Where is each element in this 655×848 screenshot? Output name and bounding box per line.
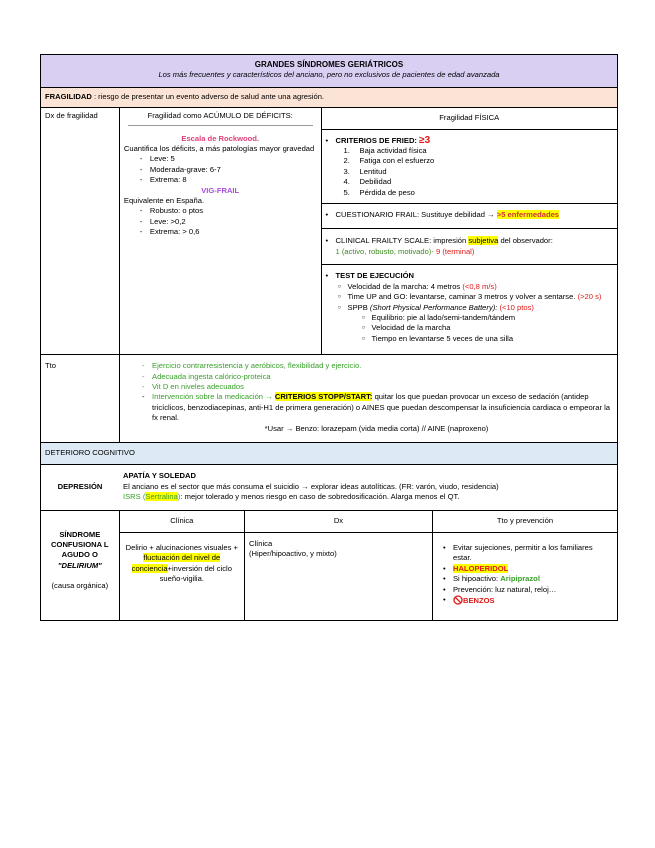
list-item: • Prevención: luz natural, reloj… [443, 585, 611, 595]
geriatric-syndromes-document [40, 54, 618, 621]
frail-highlight [497, 210, 559, 219]
dx-fragilidad-row [41, 107, 617, 354]
tto-med-rest: quitar los que puedan provocar un exceso de sedación (antidep tricíclicos, benzodiacepinas, anti-H1 de primera generación) o AINES que puedan descompensar la insuficiencia cardiaca o empeorar la fx renal. [152, 392, 610, 423]
cfs-prefix: CLINICAL FRAILTY SCALE: impresión [335, 236, 467, 246]
list-item: - Leve: 5 [140, 154, 317, 164]
depresion-content-cell [119, 465, 617, 509]
sppb-text: SPPB [347, 302, 368, 312]
sppb-ital: (Short Physical Performance Battery): [369, 302, 498, 312]
sppb-list [348, 313, 613, 344]
clinica-rest: +inversión del ciclo sueño-vigilia. [159, 563, 232, 584]
list-item: - Robusto: o ptos [140, 206, 317, 216]
depresion-row [41, 464, 617, 509]
list-item: • Evitar sujeciones, permitir a los familiares estar. [443, 543, 611, 564]
clinica-highlight: fluctuación del nivel de conciencia [131, 553, 221, 573]
list-item: ○ Tiempo en levantarse 5 veces de una silla [362, 334, 613, 344]
delirium-dx-col [244, 511, 432, 621]
fried-cell [322, 129, 617, 203]
acumulo-heading: Fragilidad como ACÚMULO DE DÉFICITS: [128, 111, 313, 125]
list-item [443, 574, 611, 584]
prohibited-icon [453, 595, 463, 605]
isrs-rest: : mejor tolerado y menos riesgo en caso de sobredosificación. Alarga menos el QT. [180, 492, 460, 502]
list-item: 1. Baja actividad física [343, 146, 427, 156]
tto-med-highlight: CRITERIOS STOPP/START: [274, 392, 373, 402]
deterioro-cell [41, 443, 617, 464]
depresion-line1: El anciano es el sector que más consuma el suicidio → explorar ideas autolíticas. (FR: varón, viudo, residencia) [123, 481, 499, 491]
frail-text: CUESTIONARIO FRAIL: Sustituye debilidad → [335, 210, 495, 220]
deterioro-heading: DETERIORO COGNITIVO [45, 447, 135, 457]
delirium-row [41, 510, 617, 621]
test-cell [322, 264, 617, 354]
fried-item-text: Lentitud [359, 166, 387, 176]
list-item: - Adecuada ingesta calórico-proteica [142, 372, 611, 382]
delirium-tto-col [432, 511, 617, 621]
list-item [443, 564, 611, 574]
list-item: - Leve: >0,2 [140, 217, 317, 227]
cfs-item [326, 236, 613, 257]
fragilidad-cell [41, 88, 617, 107]
tto-label-cell [41, 355, 119, 442]
tto-prev-content [433, 533, 617, 620]
depresion-label: DEPRESIÓN [57, 482, 103, 492]
dx-label-cell [41, 108, 119, 354]
cfs-suffix: del observador: [500, 236, 553, 246]
marcha-red: (<0,8 m/s) [462, 281, 497, 291]
sppb-red: (<10 ptos) [499, 302, 534, 312]
vig-desc: Equivalente en España. [123, 196, 205, 206]
cfs-highlight: subjetiva [468, 236, 499, 246]
tto-list [142, 361, 611, 423]
list-item: - Vit D en niveles adecuados [142, 382, 611, 392]
list-item: - Ejercicio contrarresistencia y aeróbicos, flexibilidad y ejercicio. [142, 361, 611, 371]
list-item: ○ Velocidad de la marcha [362, 323, 613, 333]
header-row [41, 55, 617, 87]
frail-bullet [326, 210, 613, 220]
fried-item-text: Fatiga con el esfuerzo [359, 156, 435, 166]
clinica-text: Delirio + alucinaciones visuales + [125, 543, 238, 552]
page-title: GRANDES SÍNDROMES GERIÁTRICOS [254, 60, 404, 69]
cfs-range-red: 9 (terminal) [436, 246, 475, 256]
fried-list [326, 146, 613, 198]
depresion-title: APATÍA Y SOLEDAD [123, 471, 196, 481]
dx-content [245, 533, 432, 566]
list-item [443, 595, 611, 606]
tto-med-green: Intervención sobre la medicación → [152, 392, 273, 402]
benzos: BENZOS [462, 596, 495, 606]
fried-bullet [326, 136, 613, 146]
list-item [338, 303, 613, 345]
vig-title: VIG-FRAIL [201, 185, 240, 195]
dx-sub: (Hiper/hipoactivo, y mixto) [248, 549, 337, 559]
dx-text: Clínica [248, 539, 273, 548]
fried-item [326, 136, 613, 146]
clinica-content [120, 533, 244, 593]
test-bullet [326, 271, 613, 344]
tto-prev-list [443, 543, 611, 606]
cfs-cell [322, 228, 617, 264]
fisica-column [321, 108, 617, 354]
acumulo-cell [119, 108, 321, 354]
rockwood-title: Escala de Rockwood. [181, 133, 260, 143]
fried-item-text: Pérdida de peso [359, 187, 415, 197]
hipoactivo-prefix: Si hipoactivo: [452, 574, 499, 584]
fragilidad-heading: FRAGILIDAD [45, 91, 92, 101]
fragilidad-row [41, 87, 617, 107]
isrs-close: ) [177, 492, 181, 502]
tto-label: Tto [45, 361, 56, 371]
col-clinica-header: Clínica [120, 511, 244, 533]
list-item: - Extrema: 8 [140, 175, 317, 185]
test-list [336, 282, 613, 344]
tto-content-cell [119, 355, 617, 442]
test-item [326, 271, 613, 344]
depresion-label-cell [41, 465, 119, 509]
marcha-text: Velocidad de la marcha: 4 metros [347, 281, 461, 291]
tto-row [41, 354, 617, 442]
tto-note: *Usar → Benzo: lorazepam (vida media corta) // AINE (naproxeno) [264, 423, 489, 433]
list-item: 4. Debilidad [343, 177, 392, 187]
fried-title: CRITERIOS DE FRIED: [335, 135, 417, 145]
col-tto-header: Tto y prevención [433, 511, 617, 533]
depresion-isrs [123, 492, 613, 502]
delirium-label-line2: (causa orgánica) [51, 581, 109, 591]
isrs-green: ISRS ( [123, 492, 146, 502]
list-item: 2. Fatiga con el esfuerzo [343, 156, 435, 166]
fried-item-text: Debilidad [359, 177, 392, 187]
delirium-clinica-col [119, 511, 244, 621]
vig-list [124, 206, 317, 237]
list-item: - Extrema: > 0,6 [140, 227, 317, 237]
cfs-range-green: 1 (activo, robusto, motivado)- [335, 246, 434, 256]
list-item [338, 292, 613, 302]
fried-threshold: ≥3 [419, 134, 431, 146]
header-cell [41, 55, 617, 87]
list-item [338, 282, 613, 292]
col-dx-header: Dx [245, 511, 432, 533]
cfs-bullet [326, 236, 613, 257]
test-title: TEST DE EJECUCIÓN [335, 271, 415, 281]
fisica-heading: Fragilidad FÍSICA [439, 113, 500, 123]
list-item: ○ Equilibrio: pie al lado/semi-tandem/tándem [362, 313, 613, 323]
delirium-label-ital: "DELIRIUM" [57, 560, 102, 570]
delirium-label-cell [41, 511, 119, 621]
list-item [142, 392, 611, 423]
delirium-label-line1: SÍNDROME CONFUSIONA L AGUDO O [51, 529, 109, 560]
rockwood-list [124, 154, 317, 185]
frail-cell [322, 203, 617, 228]
list-item: 5. Pérdida de peso [343, 187, 415, 197]
dx-label: Dx de fragilidad [45, 111, 98, 121]
deterioro-row [41, 442, 617, 464]
fried-item-text: Baja actividad física [359, 146, 427, 156]
tug-text: Time UP and GO: levantarse, caminar 3 metros y volver a sentarse. [347, 292, 576, 302]
isrs-highlight: Sertralina [145, 492, 178, 502]
frail-highlight-text: >5 enfermedades [496, 210, 560, 220]
list-item: - Moderada-grave: 6-7 [140, 165, 317, 175]
page-subtitle: Los más frecuentes y característicos del anciano, pero no exclusivos de pacientes de edad avanzada [158, 70, 500, 80]
frail-item [326, 210, 613, 220]
fragilidad-definition: : riesgo de presentar un evento adverso de salud ante una agresión. [93, 91, 325, 101]
rockwood-desc: Cuantifica los déficits, a más patologías mayor gravedad [123, 144, 315, 154]
tug-red: (>20 s) [577, 292, 602, 302]
hipoactivo-green: Aripiprazol [500, 574, 540, 584]
haloperidol: HALOPERIDOL [452, 563, 509, 573]
list-item: 3. Lentitud [343, 166, 387, 176]
